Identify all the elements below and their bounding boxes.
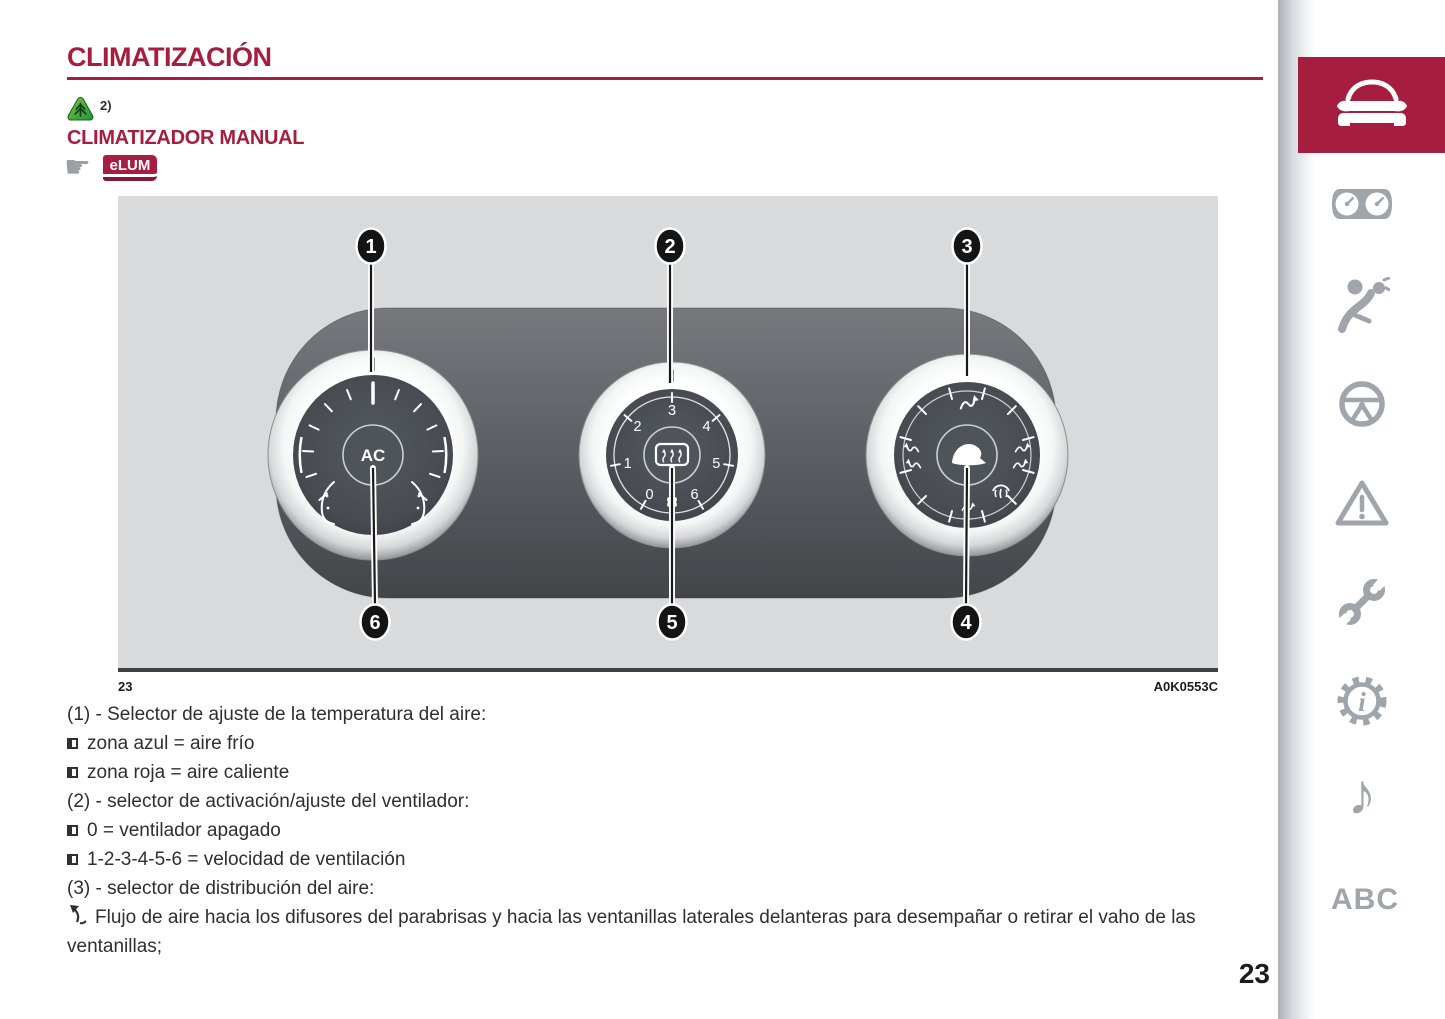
svg-text:0: 0 [645, 487, 654, 503]
music-note-icon: ♪ [1347, 762, 1377, 827]
warning-triangle-icon [1334, 478, 1390, 528]
page-title: CLIMATIZACIÓN [67, 42, 272, 72]
sidebar-tab-instrument-cluster[interactable] [1330, 183, 1394, 225]
ac-label: AC [360, 446, 386, 465]
instrument-cluster-icon [1330, 183, 1394, 225]
gear-info-icon [1334, 673, 1390, 729]
svg-text:2: 2 [633, 419, 642, 435]
figure-caption [118, 679, 1218, 694]
eco-tree-icon [66, 96, 94, 122]
sidebar-tab-technical-data[interactable] [1334, 673, 1390, 729]
callout-4: 4 [960, 612, 972, 634]
bullet-square-icon [67, 767, 78, 778]
bullet-item: zona azul = aire frío [67, 729, 1263, 758]
svg-text:3: 3 [667, 403, 677, 419]
footnote-ref: 2) [100, 98, 112, 113]
eco-note-row [66, 96, 112, 122]
callout-3: 3 [961, 236, 973, 258]
sidebar-tab-driving[interactable] [1334, 379, 1390, 429]
callout-6: 6 [369, 612, 381, 634]
sidebar-tab-index[interactable]: ABC [1331, 883, 1399, 916]
sidebar-tab-vehicle[interactable] [1298, 57, 1445, 153]
bullet-item: 0 = ventilador apagado [67, 816, 1263, 845]
bullet-square-icon [67, 854, 78, 865]
callout-2: 2 [664, 236, 676, 258]
sidebar-tab-multimedia[interactable] [1340, 762, 1384, 827]
pointing-hand-icon: ☛ [64, 151, 91, 184]
svg-text:6: 6 [690, 487, 699, 503]
item-heading: (3) - selector de distribución del aire: [67, 878, 375, 899]
airbag-person-icon [1336, 277, 1390, 333]
climate-controls-illustration [118, 196, 1218, 668]
sidebar-tab-safety[interactable] [1336, 277, 1390, 333]
bullet-item: 1-2-3-4-5-6 = velocidad de ventilación [67, 845, 1263, 874]
windshield-air-icon [67, 904, 89, 926]
sidebar-tab-warning-lights[interactable] [1334, 478, 1390, 528]
svg-text:i: i [1358, 687, 1366, 717]
figure-code: A0K0553C [1153, 679, 1218, 694]
steering-wheel-icon [1334, 379, 1390, 429]
bullet-item: zona roja = aire caliente [67, 758, 1263, 787]
climate-controls-figure [118, 196, 1218, 672]
item-heading: (2) - selector de activación/ajuste del ventilador: [67, 791, 470, 812]
description-list [67, 700, 1263, 961]
callout-1: 1 [365, 236, 377, 258]
figure-number: 23 [118, 679, 133, 694]
svg-text:1: 1 [623, 456, 632, 472]
svg-text:5: 5 [712, 456, 721, 472]
bullet-square-icon [67, 825, 78, 836]
page-number: 23 [1238, 958, 1270, 989]
item-heading: (1) - Selector de ajuste de la temperatura del aire: [67, 704, 487, 725]
wrench-icon [1334, 574, 1390, 630]
car-icon [1330, 77, 1414, 133]
reference-badges [64, 153, 157, 183]
callout-5: 5 [666, 612, 678, 634]
elum-badge: eLUM [103, 155, 157, 181]
airflow-paragraph: Flujo de aire hacia los difusores del parabrisas y hacia las ventanillas laterales delanteras para desempañar o retirar el vaho de las ventanillas; [67, 903, 1263, 961]
section-heading: CLIMATIZADOR MANUAL [67, 127, 305, 149]
sidebar-tab-maintenance[interactable] [1334, 574, 1390, 630]
title-rule [67, 77, 1263, 80]
svg-text:4: 4 [702, 419, 711, 435]
bullet-square-icon [67, 738, 78, 749]
